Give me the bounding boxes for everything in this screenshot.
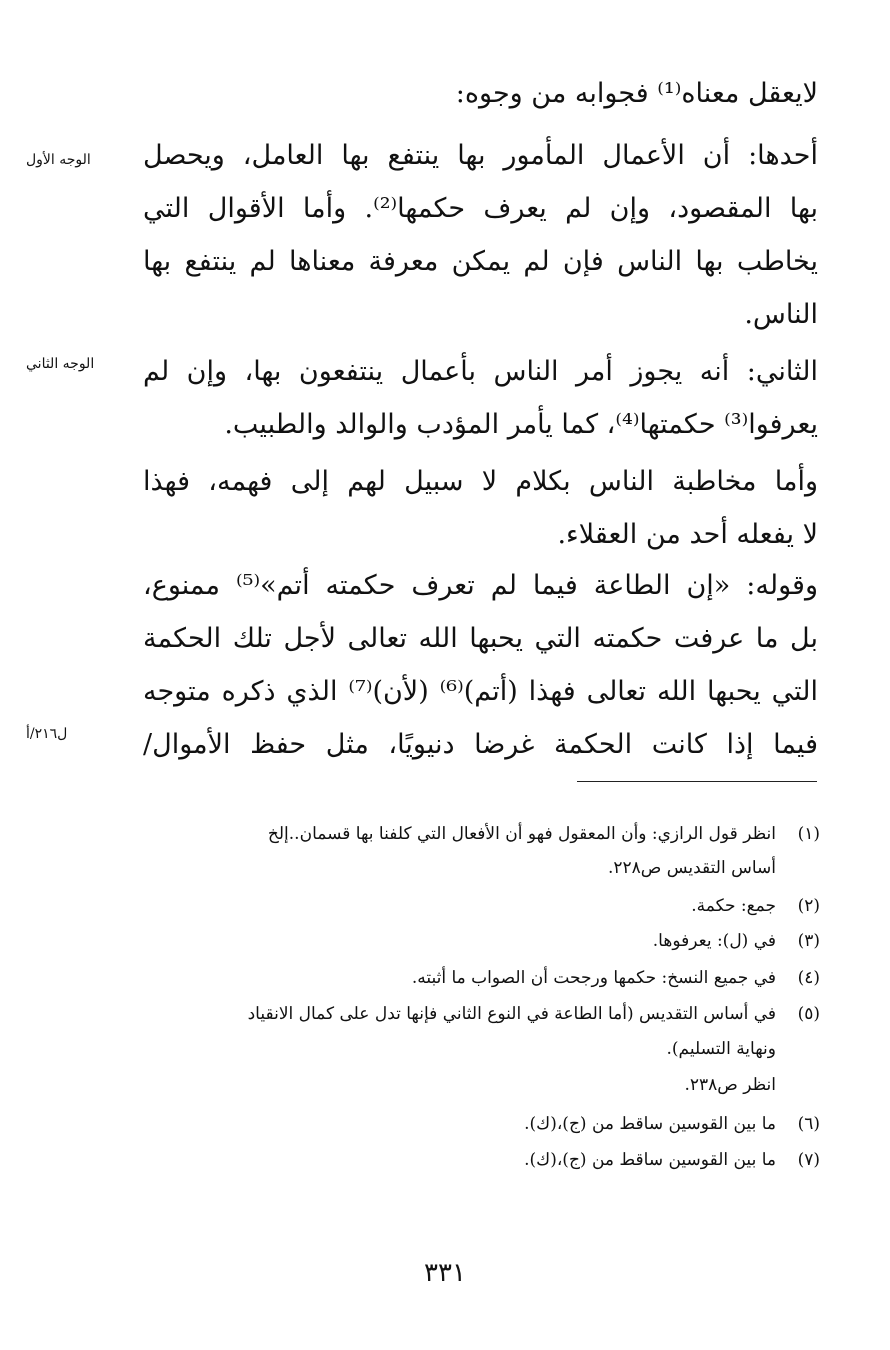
footnote-text: في (ل): يعرفوها. [652,931,776,951]
paragraph-1-line-4: الناس. [744,299,818,330]
footnote-5 [140,998,820,1031]
footnote-1 [140,818,820,851]
paragraph-4-line-1: وقوله: «إن الطاعة فيما لم تعرف حكمته أتم»⁽⁵⁾ ممنوع، [143,570,818,601]
paragraph-3-line-2: لا يفعله أحد من العقلاء. [557,519,818,550]
footnote-number: (٥) [797,1004,820,1024]
footnote-text: في جميع النسخ: حكمها ورجحت أن الصواب ما أثبته. [411,968,776,988]
footnote-text: جمع: حكمة. [691,896,776,916]
footnote-4 [140,962,820,995]
footnote-number: (١) [797,824,820,844]
margin-note-second-aspect: الوجه الثاني [26,356,95,372]
footnote-text: ما بين القوسين ساقط من (ج)،(ك). [524,1114,776,1134]
footnote-6 [140,1108,820,1141]
footnote-separator [577,781,817,782]
footnote-7 [140,1144,820,1177]
footnote-number: (٦) [797,1114,820,1134]
page-number: ٣٣١ [424,1258,466,1288]
footnote-number: (٣) [797,931,820,951]
paragraph-1-line-1: أحدها: أن الأعمال المأمور بها ينتفع بها العامل، ويحصل [143,140,818,171]
footnote-number: (٤) [797,968,820,988]
footnote-text: ما بين القوسين ساقط من (ج)،(ك). [524,1150,776,1170]
body-line-intro: لايعقل معناه⁽¹⁾ فجوابه من وجوه: [455,78,818,109]
paragraph-2-line-2: يعرفوا⁽³⁾ حكمتها⁽⁴⁾، كما يأمر المؤدب والوالد والطبيب. [224,409,818,440]
footnote-number: (٢) [797,896,820,916]
footnote-text: في أساس التقديس (أما الطاعة في النوع الثاني فإنها تدل على كمال الانقياد [247,1004,776,1024]
paragraph-1-line-2: بها المقصود، وإن لم يعرف حكمها⁽²⁾. وأما الأقوال التي [143,193,818,224]
footnote-text: انظر قول الرازي: وأن المعقول فهو أن الأفعال التي كلفنا بها قسمان..إلخ [267,824,776,844]
margin-note-folio: ل٢١٦/أ [26,726,68,742]
footnote-5-continuation: ونهاية التسليم). [666,1039,776,1059]
paragraph-3-line-1: وأما مخاطبة الناس بكلام لا سبيل لهم إلى فهمه، فهذا [143,466,818,497]
paragraph-1-line-3: يخاطب بها الناس فإن لم يمكن معرفة معناها لم ينتفع بها [143,246,818,277]
paragraph-4-line-3: التي يحبها الله تعالى فهذا (أتم)⁽⁶⁾ (لأن)⁽⁷⁾ الذي ذكره متوجه [143,676,819,707]
paragraph-2-line-1: الثاني: أنه يجوز أمر الناس بأعمال ينتفعون بها، وإن لم [143,356,818,387]
footnote-5-reference: انظر ص٢٣٨. [684,1075,776,1095]
footnote-2 [140,890,820,923]
footnote-1-continuation: أساس التقديس ص٢٢٨. [607,858,776,878]
paragraph-4-line-2: بل ما عرفت حكمته التي يحبها الله تعالى لأجل تلك الحكمة [143,623,818,654]
footnote-number: (٧) [797,1150,820,1170]
paragraph-4-line-4: فيما إذا كانت الحكمة غرضا دنيويًا، مثل حفظ الأموال/ [143,729,818,760]
footnote-3 [140,925,820,958]
margin-note-first-aspect: الوجه الأول [26,152,91,168]
